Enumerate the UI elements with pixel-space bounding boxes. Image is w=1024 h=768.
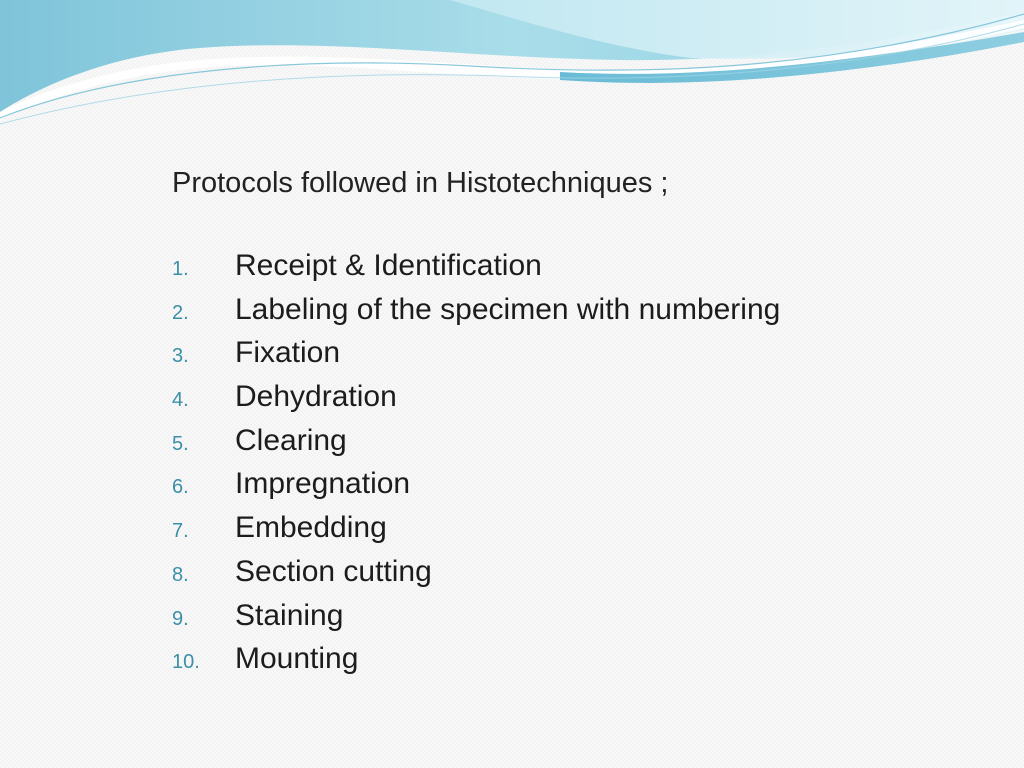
header-wave-decoration [0,0,1024,130]
step-number: 6. [172,476,189,499]
step-number: 3. [172,345,189,368]
step-text: Dehydration [235,380,397,414]
list-item [172,336,972,380]
list-item [172,424,972,468]
list-item [172,249,972,293]
protocol-steps-list [172,249,972,686]
step-number: 5. [172,432,189,455]
list-item [172,642,972,686]
step-text: Impregnation [235,467,411,501]
content-area [172,163,972,686]
step-text: Labeling of the specimen with numbering [235,292,781,326]
step-number: 4. [172,389,189,412]
step-text: Clearing [235,423,347,457]
list-item [172,380,972,424]
step-number: 2. [172,301,189,324]
list-item [172,293,972,337]
step-text: Mounting [235,642,359,676]
step-text: Embedding [235,511,387,545]
step-text: Staining [235,598,344,632]
step-text: Fixation [235,336,341,370]
step-text: Section cutting [235,554,432,588]
list-item [172,599,972,643]
step-number: 9. [172,607,189,630]
slide-heading: Protocols followed in Histotechniques ; [172,167,669,199]
list-item [172,467,972,511]
list-item [172,555,972,599]
step-number: 1. [172,258,189,280]
step-number: 7. [172,520,189,543]
step-number: 8. [172,563,189,586]
step-number: 10. [172,651,200,674]
step-text: Receipt & Identification [235,249,542,282]
list-item [172,511,972,555]
